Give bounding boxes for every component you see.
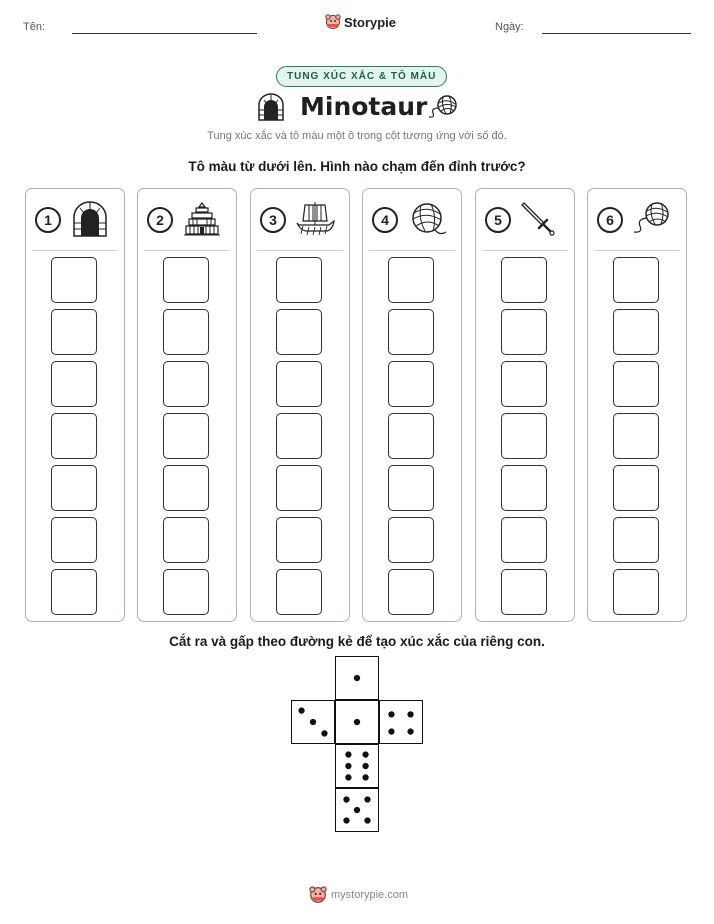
column-number: 3 (260, 207, 286, 233)
column-6 (587, 188, 687, 622)
dice-face-1 (335, 656, 379, 700)
column-number: 1 (35, 207, 61, 233)
yarn-ball-with-thread-icon (632, 201, 672, 237)
color-cell[interactable] (276, 517, 322, 563)
color-cell[interactable] (276, 465, 322, 511)
footer-url[interactable]: mystorypie.com (331, 889, 409, 901)
column-2 (137, 188, 237, 622)
color-cell[interactable] (388, 569, 434, 615)
color-cell[interactable] (388, 465, 434, 511)
brand-name: Storypie (344, 14, 397, 30)
color-cell[interactable] (163, 361, 209, 407)
color-cell[interactable] (163, 257, 209, 303)
dice-face-5 (335, 788, 379, 832)
color-cell[interactable] (613, 361, 659, 407)
date-label: Ngày: (495, 21, 524, 33)
color-cell[interactable] (501, 361, 547, 407)
cut-instruction: Cắt ra và gấp theo đường kẻ để tạo xúc xắc của riêng con. (169, 634, 545, 649)
color-cell[interactable] (51, 309, 97, 355)
color-cell[interactable] (276, 569, 322, 615)
name-line[interactable] (72, 33, 257, 34)
color-cell[interactable] (388, 309, 434, 355)
color-cell[interactable] (163, 569, 209, 615)
color-cell[interactable] (613, 309, 659, 355)
color-cell[interactable] (501, 413, 547, 459)
color-cell[interactable] (276, 309, 322, 355)
page-subtitle: Tung xúc xắc và tô màu một ô trong cột tương ứng với số đó. (207, 130, 507, 142)
column-5 (475, 188, 575, 622)
color-cell[interactable] (163, 413, 209, 459)
column-header (138, 189, 236, 249)
color-cell[interactable] (163, 517, 209, 563)
column-number: 6 (597, 207, 623, 233)
date-line[interactable] (542, 33, 691, 34)
page-title: Minotaur (300, 92, 428, 121)
brand-logo (325, 14, 396, 30)
color-cell[interactable] (276, 413, 322, 459)
storypie-mascot-icon (309, 886, 327, 904)
color-cell[interactable] (613, 257, 659, 303)
column-number: 4 (372, 207, 398, 233)
sword-icon (520, 201, 560, 237)
instruction-text: Tô màu từ dưới lên. Hình nào chạm đến đỉnh trước? (188, 159, 526, 174)
yarn-ball-icon (407, 201, 447, 237)
header-divider (594, 250, 680, 251)
color-cell[interactable] (613, 517, 659, 563)
color-cell[interactable] (51, 465, 97, 511)
storypie-mascot-icon (325, 14, 341, 30)
column-header (251, 189, 349, 249)
ship-icon (295, 201, 335, 237)
color-cell[interactable] (51, 569, 97, 615)
yarn-ball-icon (427, 94, 459, 120)
name-label: Tên: (23, 21, 46, 33)
color-cell[interactable] (51, 413, 97, 459)
color-cell[interactable] (51, 517, 97, 563)
color-cell[interactable] (501, 257, 547, 303)
dice-face-1-center (335, 700, 379, 744)
color-cell[interactable] (388, 413, 434, 459)
column-4 (362, 188, 462, 622)
dice-face-6 (335, 744, 379, 788)
column-header (363, 189, 461, 249)
column-number: 5 (485, 207, 511, 233)
color-cell[interactable] (276, 361, 322, 407)
color-cell[interactable] (613, 413, 659, 459)
dice-face-4 (379, 700, 423, 744)
color-cell[interactable] (51, 257, 97, 303)
column-number: 2 (147, 207, 173, 233)
color-cell[interactable] (163, 309, 209, 355)
header-divider (482, 250, 568, 251)
stone-archway-icon (256, 92, 286, 122)
color-cell[interactable] (388, 517, 434, 563)
dice-face-3 (291, 700, 335, 744)
color-cell[interactable] (388, 257, 434, 303)
header-divider (257, 250, 343, 251)
footer (309, 886, 408, 904)
color-cell[interactable] (501, 569, 547, 615)
color-cell[interactable] (501, 465, 547, 511)
color-cell[interactable] (276, 257, 322, 303)
header-divider (32, 250, 118, 251)
color-cell[interactable] (613, 569, 659, 615)
dice-net (290, 656, 424, 834)
activity-badge: TUNG XÚC XẮC & TÔ MÀU (276, 66, 447, 87)
column-1 (25, 188, 125, 622)
header-divider (144, 250, 230, 251)
color-cell[interactable] (613, 465, 659, 511)
column-header (26, 189, 124, 249)
color-cell[interactable] (388, 361, 434, 407)
column-header (588, 189, 686, 249)
column-3 (250, 188, 350, 622)
color-cell[interactable] (501, 309, 547, 355)
color-cell[interactable] (501, 517, 547, 563)
color-cell[interactable] (163, 465, 209, 511)
header-divider (369, 250, 455, 251)
temple-icon (182, 201, 222, 237)
stone-archway-icon (70, 201, 110, 237)
column-header (476, 189, 574, 249)
color-cell[interactable] (51, 361, 97, 407)
